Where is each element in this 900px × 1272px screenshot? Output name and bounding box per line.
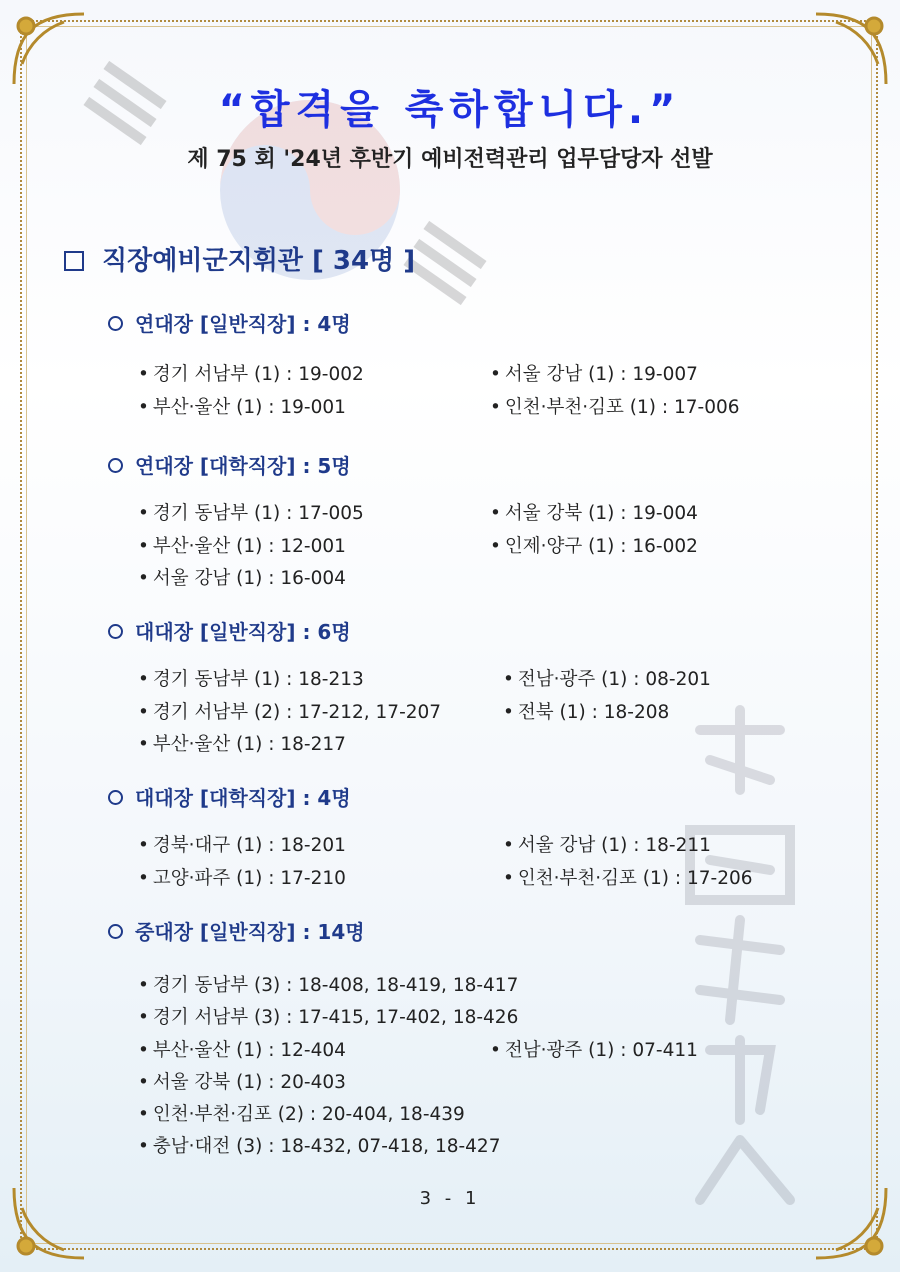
group-heading-text: 중대장 [일반직장] : 14명 — [135, 920, 365, 944]
list-item: • 경기 서남부 (1) : 19-002 — [138, 360, 364, 386]
list-item: • 부산·울산 (1) : 19-001 — [138, 393, 346, 419]
list-item: • 전북 (1) : 18-208 — [503, 698, 669, 724]
list-item: • 전남·광주 (1) : 08-201 — [503, 665, 711, 691]
group-heading-text: 대대장 [대학직장] : 4명 — [135, 786, 351, 810]
list-item: • 서울 강남 (1) : 16-004 — [138, 564, 346, 590]
circle-bullet-icon — [108, 924, 123, 939]
congratulations-headline: “합격을 축하합니다.” — [218, 87, 682, 133]
group-heading — [108, 308, 351, 337]
group-heading-text: 연대장 [일반직장] : 4명 — [135, 312, 351, 336]
list-item: • 인천·부천·김포 (1) : 17-206 — [503, 864, 753, 890]
list-item: • 부산·울산 (1) : 12-404 — [138, 1036, 346, 1062]
list-item: • 충남·대전 (3) : 18-432, 07-418, 18-427 — [138, 1132, 500, 1158]
list-item: • 전남·광주 (1) : 07-411 — [490, 1036, 698, 1062]
circle-bullet-icon — [108, 316, 123, 331]
list-item: • 경북·대구 (1) : 18-201 — [138, 831, 346, 857]
list-item: • 경기 동남부 (1) : 17-005 — [138, 499, 364, 525]
section-heading-text: 직장예비군지휘관 [ 34명 ] — [102, 246, 416, 276]
circle-bullet-icon — [108, 458, 123, 473]
list-item: • 경기 서남부 (2) : 17-212, 17-207 — [138, 698, 441, 724]
list-item: • 부산·울산 (1) : 18-217 — [138, 730, 346, 756]
list-item: • 인천·부천·김포 (2) : 20-404, 18-439 — [138, 1100, 465, 1126]
circle-bullet-icon — [108, 624, 123, 639]
group-heading-text: 대대장 [일반직장] : 6명 — [135, 620, 351, 644]
group-heading — [108, 450, 351, 479]
list-item: • 서울 강북 (1) : 19-004 — [490, 499, 698, 525]
list-item: • 인제·양구 (1) : 16-002 — [490, 532, 698, 558]
document-subtitle: 제 75 회 '24년 후반기 예비전력관리 업무담당자 선발 — [187, 147, 713, 172]
group-heading — [108, 782, 351, 811]
list-item: • 고양·파주 (1) : 17-210 — [138, 864, 346, 890]
list-item: • 인천·부천·김포 (1) : 17-006 — [490, 393, 740, 419]
group-heading — [108, 916, 365, 945]
list-item: • 서울 강남 (1) : 19-007 — [490, 360, 698, 386]
list-item: • 서울 강남 (1) : 18-211 — [503, 831, 711, 857]
group-heading-text: 연대장 [대학직장] : 5명 — [135, 454, 351, 478]
circle-bullet-icon — [108, 790, 123, 805]
group-heading — [108, 616, 351, 645]
list-item: • 부산·울산 (1) : 12-001 — [138, 532, 346, 558]
page-number: 3 - 1 — [419, 1188, 481, 1209]
checkbox-square-icon — [64, 251, 84, 271]
list-item: • 서울 강북 (1) : 20-403 — [138, 1068, 346, 1094]
section-heading — [64, 240, 415, 277]
list-item: • 경기 동남부 (3) : 18-408, 18-419, 18-417 — [138, 971, 518, 997]
list-item: • 경기 동남부 (1) : 18-213 — [138, 665, 364, 691]
list-item: • 경기 서남부 (3) : 17-415, 17-402, 18-426 — [138, 1003, 518, 1029]
